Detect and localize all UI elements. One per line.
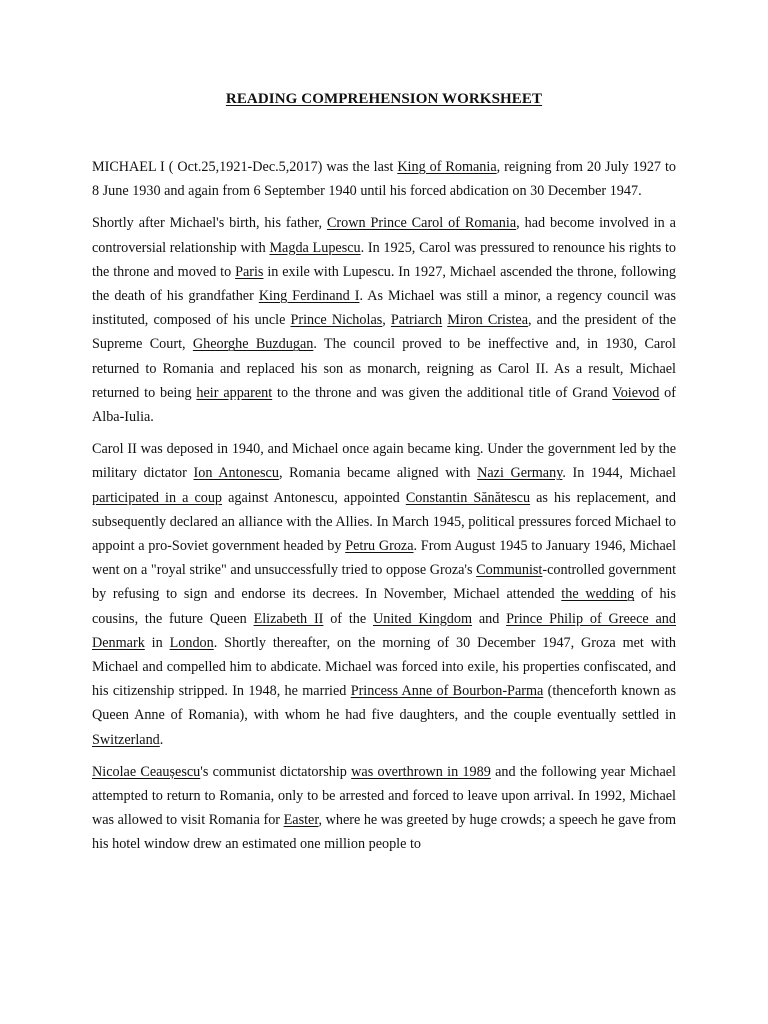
hyperlink-text[interactable]: King Ferdinand I	[258, 288, 360, 305]
hyperlink-text[interactable]: heir apparent	[196, 384, 273, 401]
text-run: of his cousins, the future Queen	[92, 586, 677, 627]
paragraph	[92, 437, 676, 752]
text-run: , and the president of the Supreme Court,	[92, 312, 677, 353]
text-run: in exile with Lupescu. In 1927, Michael ascended the throne, following the death of his grandfather	[92, 263, 676, 305]
hyperlink-text[interactable]: Gheorghe Buzdugan	[192, 336, 314, 353]
text-run: . Shortly thereafter, on the morning of 30 December 1947, Groza met with Michael and compelled him to abdicate. Michael was forced into exile, his properties confiscated, and his citizenship stripped. In 1948, he married	[92, 634, 676, 700]
text-run: and	[472, 610, 507, 627]
text-run: . As Michael was still a minor, a regency council was instituted, composed of his uncle	[92, 288, 676, 329]
text-run: against Antonescu, appointed	[222, 489, 406, 506]
text-run: , reigning from 20 July 1927 to 8 June 1930 and again from 6 September 1940 until his forced abdication on 30 December 1947.	[92, 159, 677, 200]
hyperlink-text[interactable]: Switzerland	[92, 731, 160, 748]
text-run: , had become involved in a controversial relationship with	[92, 215, 676, 256]
hyperlink-text[interactable]: Voievod	[612, 384, 660, 401]
hyperlink-text[interactable]: Nicolae Ceaușescu	[92, 763, 201, 780]
text-run: Carol II was deposed in 1940, and Michael once again became king. Under the government led by the military dictator	[92, 441, 676, 482]
hyperlink-text[interactable]: Easter	[283, 812, 319, 829]
hyperlink-text[interactable]: King of Romania	[397, 159, 497, 175]
text-run: .	[159, 731, 164, 748]
hyperlink-text[interactable]: Princess Anne of Bourbon-Parma	[350, 683, 544, 700]
text-run: . The council proved to be ineffective and, in 1930, Carol returned to Romania and replaced his son as monarch, reigning as Carol II. As a result, Michael returned to being	[92, 336, 676, 401]
text-run: -controlled government by refusing to sign and endorse its decrees. In November, Michael attended	[92, 562, 677, 603]
page-title	[0, 91, 768, 108]
hyperlink-text[interactable]: participated in a coup	[92, 489, 223, 506]
text-run: 's communist dictatorship	[200, 763, 352, 780]
paragraph	[92, 211, 676, 429]
hyperlink-text[interactable]: Paris	[235, 263, 264, 280]
text-run: in	[144, 634, 170, 651]
text-run: , Romania became aligned with	[278, 465, 478, 482]
hyperlink-text[interactable]: United Kingdom	[372, 610, 473, 627]
paragraph	[92, 760, 676, 857]
text-run: MICHAEL I ( Oct.25,1921-Dec.5,2017) was the last	[92, 159, 398, 175]
paragraph	[92, 155, 676, 203]
hyperlink-text[interactable]: Elizabeth II	[253, 610, 324, 627]
hyperlink-text[interactable]: Petru Groza	[345, 538, 414, 555]
text-run: as his replacement, and subsequently declared an alliance with the Allies. In March 1945, political pressures forced Michael to appoint a pro-Soviet government headed by	[92, 489, 676, 555]
text-run: . In 1925, Carol was pressured to renounce his rights to the throne and moved to	[92, 239, 676, 280]
hyperlink-text[interactable]: Communist	[476, 562, 543, 579]
hyperlink-text[interactable]: Prince Nicholas	[290, 312, 383, 329]
text-run: , where he was greeted by huge crowds; a speech he gave from his hotel window drew an estimated one million people to	[92, 812, 676, 853]
text-run: . From August 1945 to January 1946, Michael went on a "royal strike" and unsuccessfully tried to oppose Groza's	[92, 538, 677, 579]
hyperlink-text[interactable]: Nazi Germany	[477, 465, 563, 482]
text-run: and the following year Michael attempted to return to Romania, only to be arrested and forced to leave upon arrival. In 1992, Michael was allowed to visit Romania for	[92, 763, 676, 829]
text-run: . In 1944, Michael	[562, 465, 677, 482]
title-text: READING COMPREHENSION WORKSHEET	[225, 91, 543, 107]
hyperlink-text[interactable]: Ion Antonescu	[193, 465, 279, 482]
hyperlink-text[interactable]: the wedding	[561, 586, 635, 603]
hyperlink-text[interactable]: Patriarch	[390, 312, 443, 329]
text-run: to the throne and was given the additional title of Grand	[272, 384, 613, 401]
hyperlink-text[interactable]: Prince Philip of Greece and Denmark	[92, 610, 676, 651]
hyperlink-text[interactable]: London	[169, 634, 214, 651]
text-run: of the	[323, 610, 373, 627]
text-run: (thenceforth known as Queen Anne of Romania), with whom he had five daughters, and the couple eventually settled in	[92, 683, 676, 724]
text-run: Shortly after Michael's birth, his father,	[92, 215, 327, 232]
hyperlink-text[interactable]: Miron Cristea	[447, 312, 529, 329]
text-run: ,	[382, 312, 391, 329]
article-body	[92, 155, 676, 865]
hyperlink-text[interactable]: Crown Prince Carol of Romania	[326, 215, 517, 232]
hyperlink-text[interactable]: Constantin Sănătescu	[405, 489, 531, 506]
hyperlink-text[interactable]: Magda Lupescu	[269, 239, 361, 256]
hyperlink-text[interactable]: was overthrown in 1989	[351, 763, 491, 780]
text-run: of Alba-Iulia.	[92, 384, 677, 426]
